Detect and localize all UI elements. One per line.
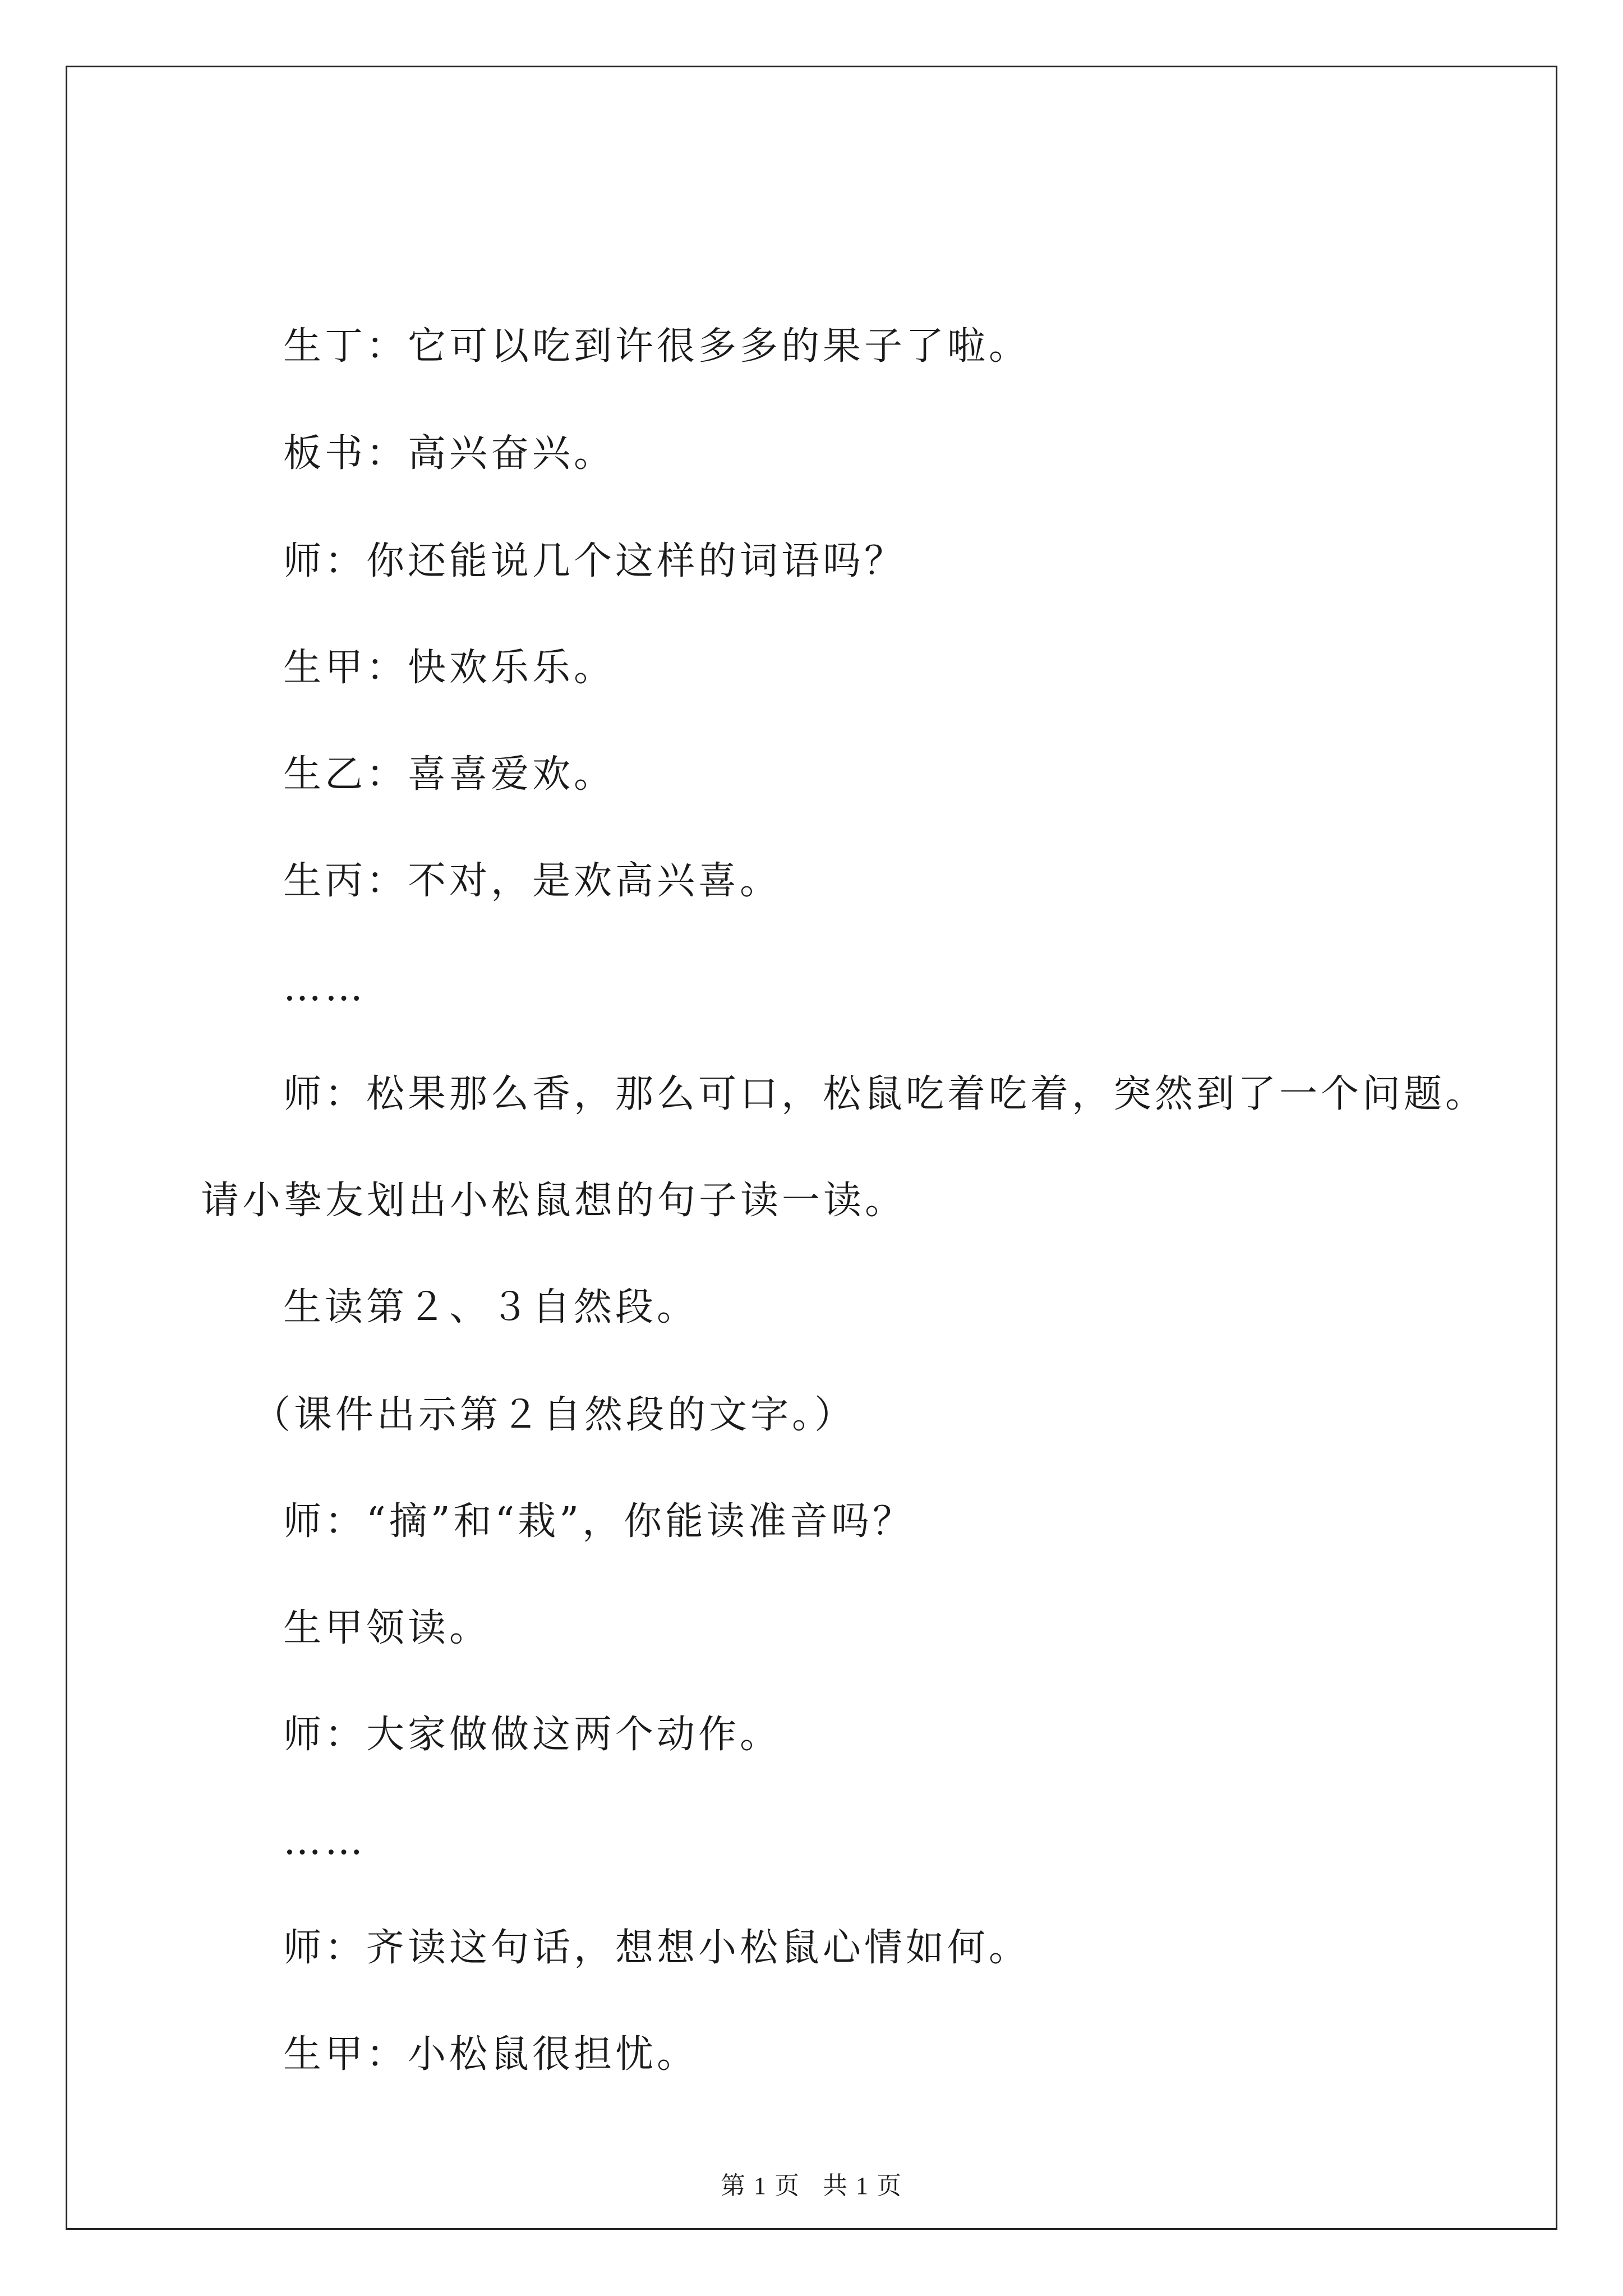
page-total: 共 1 页 <box>823 2172 902 2200</box>
paragraph: 师：你还能说几个这样的词语吗？ <box>283 539 906 583</box>
ellipsis: …… <box>283 1819 366 1864</box>
paragraph: 生甲领读。 <box>283 1606 491 1650</box>
paragraph: 生乙：喜喜爱欢。 <box>283 752 616 797</box>
paragraph-continuation: 请小挚友划出小松鼠想的句子读一读。 <box>201 1179 907 1223</box>
paragraph: 师：“摘”和“栽”，你能读准音吗？ <box>283 1499 915 1544</box>
paragraph: 生丙：不对，是欢高兴喜。 <box>283 859 782 903</box>
paragraph: 生读第２、３自然段。 <box>283 1285 699 1329</box>
document-body <box>67 67 1556 2228</box>
page-frame <box>66 66 1557 2230</box>
paragraph: 生甲：快欢乐乐。 <box>283 646 616 690</box>
paragraph: 师：齐读这句话，想想小松鼠心情如何。 <box>283 1926 1031 1970</box>
page-footer <box>67 2165 1556 2201</box>
paragraph: 生甲：小松鼠很担忧。 <box>283 2032 699 2077</box>
paragraph: 师：大家做做这两个动作。 <box>283 1713 782 1757</box>
paragraph: （课件出示第２自然段的文字。） <box>252 1393 856 1437</box>
paragraph: 板书：高兴奋兴。 <box>283 431 616 476</box>
page-number: 第 1 页 <box>721 2172 800 2200</box>
paragraph: 生丁：它可以吃到许很多多的果子了啦。 <box>283 324 1031 369</box>
ellipsis: …… <box>283 965 366 1010</box>
paragraph: 师：松果那么香，那么可口，松鼠吃着吃着，突然到了一个问题。 <box>283 1072 1487 1116</box>
